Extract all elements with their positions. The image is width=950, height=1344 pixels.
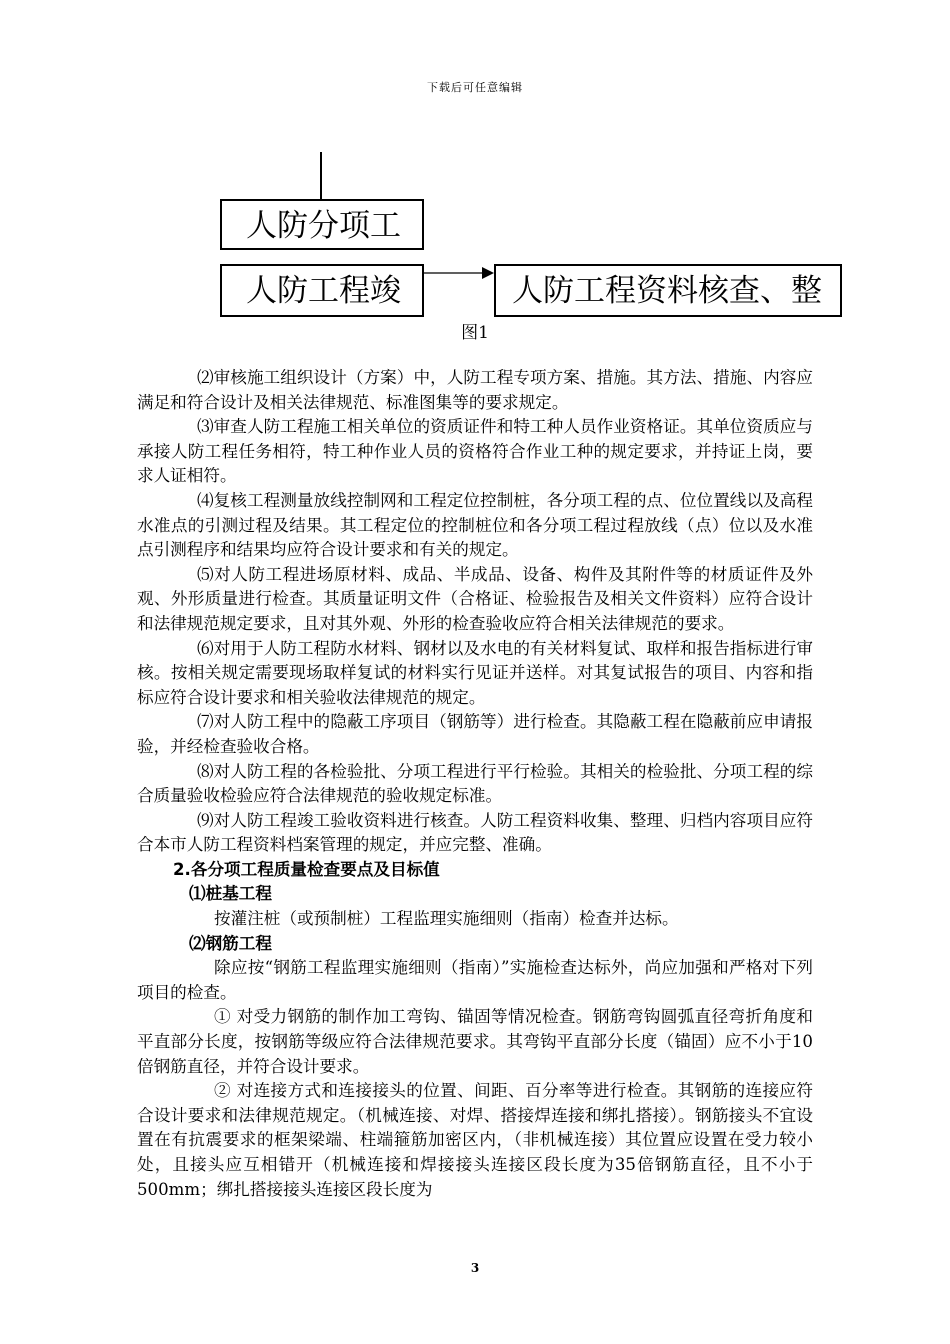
paragraph: ⑺对人防工程中的隐蔽工序项目（钢筋等）进行检查。其隐蔽工程在隐蔽前应申请报验，并经检查验收合格。: [137, 712, 813, 756]
section-heading: 2.各分项工程质量检查要点及目标值: [173, 859, 440, 879]
diagram-box-review: 人防工程资料核查、整: [494, 264, 842, 317]
page-header: 下载后可任意编辑: [427, 81, 523, 94]
subsection-heading: ⑵钢筋工程: [189, 933, 272, 953]
document-body: [137, 366, 813, 1202]
subsection-heading: ⑴桩基工程: [189, 884, 272, 904]
figure-caption: 图1: [461, 323, 489, 343]
paragraph: ⑹对用于人防工程防水材料、钢材以及水电的有关材料复试、取样和报告指标进行审核。按相关规定需要现场取样复试的材料实行见证并送样。对其复试报告的项目、内容和指标应符合设计要求和相关验收法律规范的规定。: [137, 638, 813, 707]
paragraph: ⑶审查人防工程施工相关单位的资质证件和特工种人员作业资格证。其单位资质应与承接人防工程任务相符，特工种作业人员的资格符合作业工种的规定要求，并持证上岗，要求人证相符。: [137, 417, 813, 486]
diagram-arrow: [424, 262, 496, 286]
diagram-box-completion: 人防工程竣: [220, 264, 424, 317]
paragraph: ⑼对人防工程竣工验收资料进行核查。人防工程资料收集、整理、归档内容项目应符合本市人防工程资料档案管理的规定，并应完整、准确。: [137, 810, 813, 855]
paragraph: ⑵审核施工组织设计（方案）中，人防工程专项方案、措施。其方法、措施、内容应满足和符合设计及相关法律规范、标准图集等的要求规定。: [137, 368, 813, 412]
paragraph: ⑸对人防工程进场原材料、成品、半成品、设备、构件及其附件等的材质证件及外观、外形质量进行检查。其质量证明文件（合格证、检验报告及相关文件资料）应符合设计和法律规范规定要求，且对其外观、外形的检查验收应符合相关法律规范的要求。: [137, 564, 813, 633]
paragraph: ⑷复核工程测量放线控制网和工程定位控制桩，各分项工程的点、位位置线以及高程水准点的引测过程及结果。其工程定位的控制桩位和各分项工程过程放线（点）位以及水准点引测程序和结果均应符合设计要求和有关的规定。: [137, 490, 813, 560]
paragraph: 按灌注桩（或预制桩）工程监理实施细则（指南）检查并达标。: [214, 909, 679, 929]
diagram-connector-line: [320, 152, 322, 200]
paragraph: 除应按“钢筋工程监理实施细则（指南）”实施检查达标外，尚应加强和严格对下列项目的检查。: [137, 958, 813, 1002]
paragraph: ⑻对人防工程的各检验批、分项工程进行平行检验。其相关的检验批、分项工程的综合质量验收检验应符合法律规范的验收规定标准。: [137, 761, 813, 806]
list-item: ① 对受力钢筋的制作加工弯钩、锚固等情况检查。钢筋弯钩圆弧直径弯折角度和平直部分长度，按钢筋等级应符合法律规范要求。其弯钩平直部分长度（锚固）应不小于10倍钢筋直径，并符合设计要求。: [137, 1007, 813, 1076]
diagram-box-subproject: 人防分项工: [220, 199, 424, 250]
page-number: 3: [470, 1261, 480, 1275]
list-item: ② 对连接方式和连接接头的位置、间距、百分率等进行检查。其钢筋的连接应符合设计要求和法律规范规定。（机械连接、对焊、搭接焊连接和绑扎搭接）。钢筋接头不宜设置在有抗震要求的框架梁端、柱端箍筋加密区内，（非机械连接）其位置应设置在受力较小处，且接头应互相错开（机械连接和焊接接头连接区段长度为35倍钢筋直径，且不小于500mm；绑扎搭接接头连接区段长度为: [137, 1081, 813, 1199]
